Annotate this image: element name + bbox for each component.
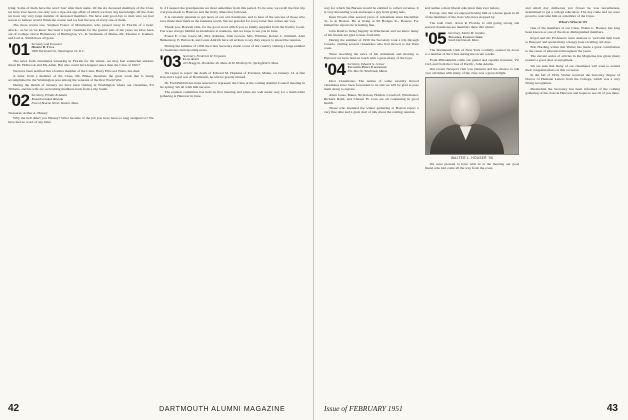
body-paragraph: The more recent one, Stephen Foster of Manchester, who passed away in Florida of a heart attack... as far as we know has been a loyal classmate for the greater part of the years we have been out of College. Oscar Hemenway of Burlington, Vt., R. Vermeule, of Maine, Mr. Thomas C. Kunkel, and Carl A. Smith have all gone. xyxy=(8,23,154,40)
column xyxy=(324,6,419,402)
body-paragraph: lying. Some of them have the word 'late' after their name. Of the six deceased members of the Class we have ever heard, one only was a ripe-old-age affair of which we have any knowledge. Of the class we have any very large number of deceased members. We have said good-bye to men who we had reason to believe would finish the course and we feel the loss of every one of them. xyxy=(8,6,154,23)
body-paragraph: It is certainly pleasant to get news of our old classmates, and to hear of the success of those who have made their mark in the business world. We are grateful for every letter that comes our way. xyxy=(159,15,305,24)
body-paragraph: One of the members of our Class, Walter L. Houser, has long been known as one of the most distinguished members. xyxy=(525,26,621,35)
body-paragraph: The current series of articles in the Magazine has given many readers a good deal of enjoyment. xyxy=(525,54,621,63)
class-secretary-name: Josiah Coolidge Atwood xyxy=(31,97,63,102)
body-paragraph: Why the bell didn't you Hussey? What became of the job you have been so long assigned to? We have had no word of any kind. xyxy=(8,116,154,125)
class-secretary-name: Treasurer, Florence Gibbs xyxy=(448,34,483,39)
issue-label: Issue of FEBRUARY 1951 xyxy=(324,404,403,413)
class-heading xyxy=(8,39,154,59)
page-footer xyxy=(314,403,628,414)
body-paragraph: We have been notified that a former member of the Class, Harry Ellwood Watts, has died. xyxy=(13,68,141,73)
column xyxy=(425,6,520,402)
body-paragraph: Ernest E. Cole, Grace M., Mrs. Robbins, John Gowan, Mrs. Whittier, Robert C. Kimball, Alan Hemenway, E. Babcock, and Louis Aldrich have all written to say they expect to attend the reunion. xyxy=(159,34,305,43)
body-paragraph: In the fall of 1950, Walter received the honorary degree of Doctor of Humane Letters from the College, which was a very fitting recognition. xyxy=(525,73,621,86)
body-paragraph: Bob Harding writes that Walter has made a great contribution to the cause of education throughout the years. xyxy=(525,44,621,54)
class-year: '02 xyxy=(8,91,30,111)
body-paragraph: We are sure that many of our classmates will want to extend their congratulations on this occasion. xyxy=(525,63,621,72)
class-officer: Secretary, Edward G. Grover xyxy=(347,61,385,66)
body-paragraph: Kent Woods after several years of retirement since December 31, is in Boston. He is living at 99 Hodges St., Boston. For himself he reports he is feeling fine. xyxy=(324,15,419,28)
body-paragraph: Dr. Fred Babbitt has been selected to represent the Class at the coming Alumni Council meeting in the spring. We all wish him success. xyxy=(159,80,305,89)
body-paragraph: Thank you, Boswell Otis, for the good word which you so kindly supplied from the Pacific Coast. You were always faithful in attendance at reunions, and we hope to see you in June. xyxy=(159,24,305,33)
body-paragraph: Meanwhile the Secretary has been informed of the coming gathering of the class in Hanover and hopes to see all of you there. xyxy=(525,86,621,95)
class-address: P.O. Box 56, Westbrook, Maine xyxy=(347,69,388,74)
body-paragraph: During the month of January we have been visiting in Washington where our classmate, Ed Tibbetts, and his wife are welcoming members back from a trip South. xyxy=(8,83,154,92)
body-paragraph: The news from classmates wintering in Florida for the winter, we may feel somewhat anxious about Dr. Holbrook and Mr. Allen. But who could have happier news than the Class of 1901? xyxy=(8,59,154,68)
section-heading: What's Wise in '05 xyxy=(558,20,587,25)
column xyxy=(525,6,620,402)
body-paragraph: We were pleased to have with us at the meeting our good friend who had come all the way from the coast. xyxy=(424,162,520,171)
right-page xyxy=(314,0,628,420)
column xyxy=(160,6,306,402)
class-secretary-name: Treasurer, Pierce Farnsworth xyxy=(347,65,387,70)
class-heading xyxy=(324,59,419,79)
class-officer: Secretary, Prindle & Adams xyxy=(31,93,68,98)
body-paragraph: Dear Classmates: The names of some recently moved classmates have been forwarded to us and we will be glad to pass them along to anyone. xyxy=(324,79,419,92)
body-paragraph: From Philadelphia came our genial and capable treasurer, Vic Carl, and from the Class of Pacific, John Adams. xyxy=(424,57,520,66)
class-address: 1806 Dartmouth St., Washington 10, D.C. xyxy=(31,49,85,54)
body-paragraph: The Dartmouth Club of New York cordially opened its doors to a number of the Class during the recent weeks. xyxy=(424,48,520,57)
class-officer: Secretary, Frederick W. Ferguson xyxy=(182,53,226,58)
class-officer: Secretary, Edwin M. Gordon xyxy=(448,30,485,35)
class-heading xyxy=(159,51,306,71)
magazine-title: DARTMOUTH ALUMNI MAGAZINE xyxy=(159,406,286,413)
class-year: '04 xyxy=(324,59,346,79)
body-paragraph: Allen Jones, Baker, Nicholson, Holden, Crawford, Winchester, Richard Rand, and Chester H. Cass are all continuing in good health. xyxy=(324,92,419,105)
body-paragraph: John Rand is living happily in Winchester and we know many of his friends are glad to hear from him. xyxy=(324,28,419,37)
body-paragraph: Those who attended the winter gathering at Boston report a very fine time and a great deal of talk about the coming reunion. xyxy=(324,106,419,115)
body-paragraph: The reunion committee has held its first meeting and plans are well under way for a memorable gathering at Hanover in June. xyxy=(159,89,305,98)
class-year: '01 xyxy=(8,39,30,59)
body-paragraph: A letter from a member of the Class, Mr. Blake, mentions the great work that is being accomplished in the Washington area among the veterans of the first World War. xyxy=(8,73,154,82)
body-paragraph: Our recent Newport visit was pleasant and the chance to talk over old times with many of the class was a great delight. xyxy=(424,67,520,76)
class-secretary-name: Herbert B. Tyler xyxy=(31,45,55,50)
body-paragraph: Except, also that we enjoyed having him as a house guest in all of the members of the class who have stopped by. xyxy=(424,11,520,20)
class-address: South Dartmouth, Mass. xyxy=(448,38,480,43)
class-address: Foot of Beacon Street, Boston, Mass. xyxy=(31,100,79,105)
body-paragraph: Treasurer, Arthur A. Hussey xyxy=(8,110,48,115)
body-paragraph: and realize a most liberal education than ever before. xyxy=(424,6,500,10)
class-year: '05 xyxy=(424,28,447,48)
class-secretary-name: Class Agent xyxy=(182,57,199,62)
body-paragraph: During the summer of 1950 the Secretary took a trip through Canada, visiting several classmates who had moved to the West coast. xyxy=(324,38,419,51)
portrait-photo xyxy=(425,77,520,155)
photo-caption: WALTER L. HOUSER '05 xyxy=(450,156,494,161)
body-paragraph: During the summer of 1950 the Class Secretary made a tour of the country visiting a large number of classmates and reporting news. xyxy=(159,43,305,52)
body-paragraph: Since receiving the news of his retirement and moving to Hanover we have been in touch with a great many of the boys. xyxy=(324,51,419,60)
class-year: '03 xyxy=(159,51,181,71)
column xyxy=(8,6,154,402)
class-address: 225 Bragg St., Brookline 46, Mass. & 62 Winthrop St., Springfield 9, Mass. xyxy=(182,61,279,66)
page-number: 42 xyxy=(8,403,20,414)
page-number: 43 xyxy=(606,403,618,414)
body-paragraph: The Gull Club, down in Florida, is still going strong and several classmates are members there this winter. xyxy=(424,20,520,29)
class-heading xyxy=(8,91,154,111)
body-paragraph: We regret to report the death of Edward M. Hopkins of Portland, Maine, on January 14. A fine man and a loyal son of Dartmouth, he will be greatly missed. xyxy=(159,71,305,80)
body-paragraph: and small day deliberate wet flower he was nevertheless, determined to get a college education. The day came and we were proud to welcome him as a member of the Class. xyxy=(525,6,621,19)
body-paragraph: Royal and his Professors were anxious to welcome him back to Hanover and spend many a happy hour recalling old days. xyxy=(525,35,621,44)
class-heading xyxy=(424,28,520,48)
body-paragraph: way for which the Bureau would be entitled to collect revenue. It is very interesting work and keeps a guy from going nuts. xyxy=(324,6,419,15)
body-paragraph: St. 2 I suspect the grandparents we most remember from this period. To be sure, we recall the first trip everyone made to Hanover and the lively times that followed. xyxy=(159,6,305,15)
class-officer: Secretary and Treasurer xyxy=(31,41,63,46)
page-footer xyxy=(0,403,313,414)
